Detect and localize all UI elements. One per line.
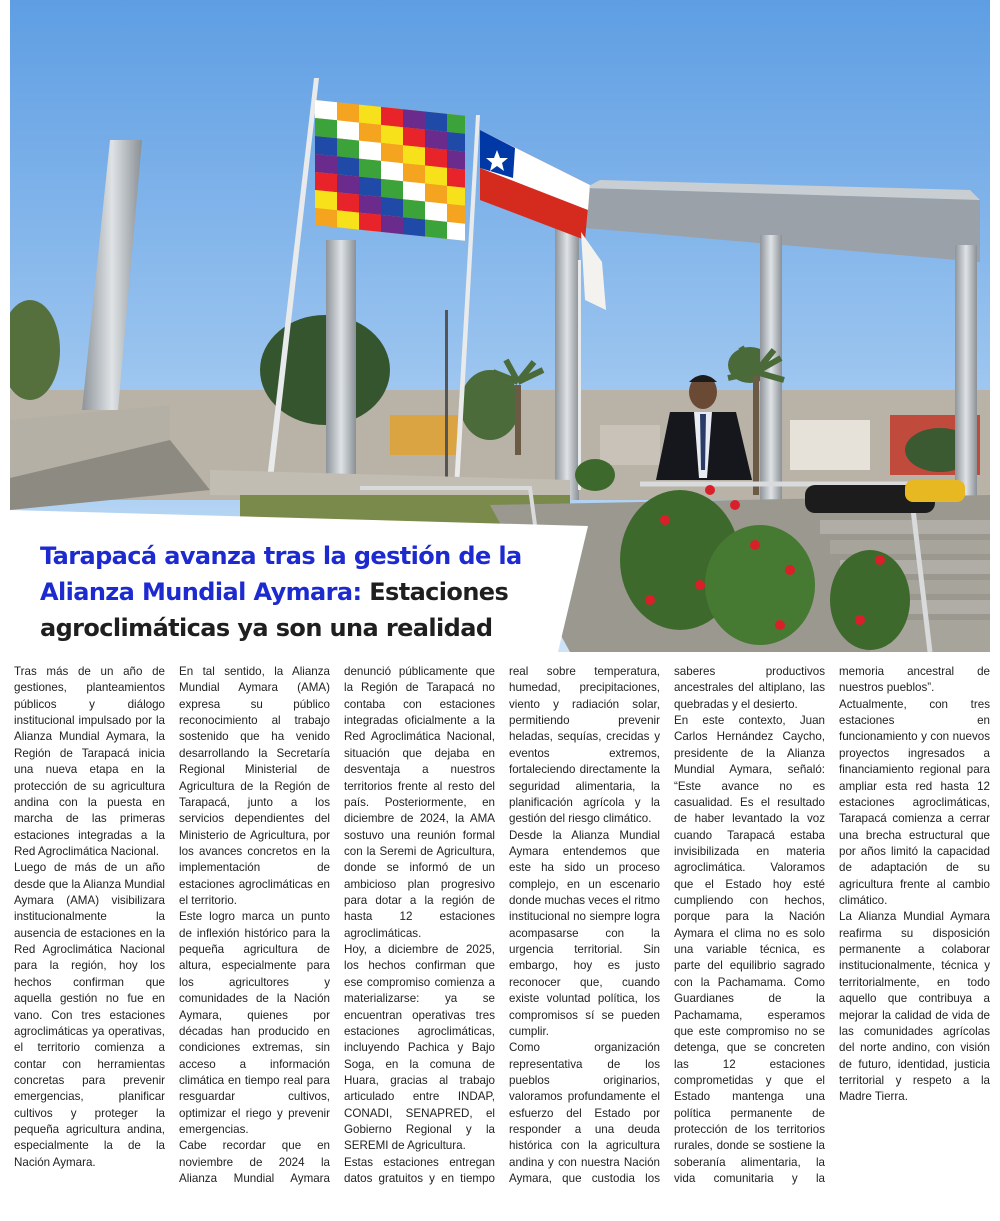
body-paragraph: Cabe recordar que en noviembre de 2024 la Alianza Mundial Aymara denunció públicamente que la Región de Tarapacá no contaba con estaciones integradas oficialmente a la Red Agroclimática Nacional, situación que dejaba en desventaja a nuestros territorios frente al resto del país. Posteriormente, en diciembre de 2024, la AMA sostuvo una reunión formal con la Seremi de Agricultura, donde se informó de un ambicioso plan progresivo para dotar a la región de hasta 12 estaciones agroclimáticas.	[179, 665, 495, 1186]
body-paragraph: Como organización representativa de los pueblos originarios, valoramos profundamente el esfuerzo del Estado por responder a una deuda histórica con la agricultura andina y con nuestra Nación Aymara, que custodia los saberes productivos ancestrales del altiplano, las quebradas y el desierto.	[509, 665, 825, 1186]
body-paragraph: En este contexto, Juan Carlos Hernández Caycho, presidente de la Alianza Mundial Aymara, señaló: “Este avance no es casualidad. Es el resultado de haber levantado la voz cuando Tarapacá estaba invisibilizada en materia agroclimática. Valoramos que el Estado hoy esté cumpliendo con hechos, porque para la Nación Aymara el clima no es solo una variable técnica, es parte del equilibrio sagrado con la Pachamama. Como Guardianes de la Pachamama, esperamos que este compromiso no se detenga, que se concreten las 12 estaciones comprometidas y que el Estado mantenga una política permanente de protección de los territorios rurales, donde se sostiene la soberanía alimentaria, la vida comunitaria y la memoria ancestral de nuestros pueblos”.	[674, 665, 990, 1186]
headline-highlight: Tarapacá avanza tras la gestión de la Alianza Mundial Aymara:	[40, 542, 522, 606]
body-paragraph: Este logro marca un punto de inflexión histórico para la pequeña agricultura de altura, especialmente para los agricultores y comunidades de la Nación Aymara, quienes por décadas han producido en condiciones extremas, sin acceso a información climática en tiempo real para resguardar cultivos, optimizar el riego y prevenir emergencias.	[179, 910, 330, 1137]
body-paragraph: La Alianza Mundial Aymara reafirma su disposición permanente a colaborar institucionalmente, técnica y territorialmente, en todo aquello que contribuya a mejorar la calidad de vida de las comunidades agrícolas del norte andino, con visión de futuro, identidad, justicia territorial y respeto a la Madre Tierra.	[839, 910, 990, 1104]
article-headline	[40, 538, 560, 646]
headline-subtitle: Estaciones agroclimáticas ya son una realidad	[40, 578, 509, 642]
body-paragraph: Actualmente, con tres estaciones en funcionamiento y con nuevos proyectos ingresados a financiamiento regional para ampliar esta red hasta 12 estaciones agroclimáticas, Tarapacá comienza a cerrar una brecha estructural que por años limitó la capacidad de adaptación de su agricultura frente al cambio climático.	[839, 697, 990, 908]
body-paragraph: Luego de más de un año desde que la Alianza Mundial Aymara (AMA) visibilizara institucionalmente la ausencia de estaciones en la Red Agroclimática Nacional para la región, hoy los hechos confirman que aquella gestión no fue en vano. Con tres estaciones agroclimáticas ya operativas, el territorio comienza a contar con herramientas concretas para prevenir emergencias, planificar cultivos y proteger la pequeña agricultura andina, especialmente la de la Nación Aymara.	[14, 861, 165, 1169]
body-paragraph: Tras más de un año de gestiones, planteamientos públicos y diálogo institucional impulsado por la Alianza Mundial Aymara, la Región de Tarapacá inicia una nueva etapa en la protección de su agricultura andina con la puesta en marcha de las primeras estaciones integradas a la Red Agroclimática Nacional.	[14, 665, 165, 858]
body-paragraph: Desde la Alianza Mundial Aymara entendemos que este ha sido un proceso complejo, en un escenario donde muchas veces el ritmo institucional no siempre logra acompasarse con la urgencia territorial. Sin embargo, hoy es justo reconocer que, cuando existe voluntad política, los compromisos sí se pueden cumplir.	[509, 828, 660, 1038]
body-paragraph: En tal sentido, la Alianza Mundial Aymara (AMA) expresa su público reconocimiento al trabajo sostenido que ha venido desarrollando la Secretaría Regional Ministerial de Agricultura de la Región de Tarapacá, junto a los servicios dependientes del Ministerio de Agricultura, por los avances concretos en la implementación de estaciones agroclimáticas en el territorio.	[179, 665, 330, 908]
body-paragraph: Estas estaciones entregan datos gratuitos y en tiempo real sobre temperatura, humedad, precipitaciones, viento y radiación solar, permitiendo prevenir heladas, sequías, crecidas y eventos extremos, fortaleciendo directamente la seguridad alimentaria, la planificación agrícola y la gestión del riesgo climático.	[344, 665, 660, 1186]
body-paragraph: Hoy, a diciembre de 2025, los hechos confirman que ese compromiso comienza a materializarse: ya se encuentran operativas tres estaciones agroclimáticas, incluyendo Pachica y Bajo Soga, en la comuna de Huara, gracias al trabajo articulado entre INDAP, CONADI, SENAPRED, el Gobierno Regional y la SEREMI de Agricultura.	[344, 943, 495, 1153]
article-body	[14, 664, 990, 1196]
wiphala-flag	[315, 100, 465, 241]
